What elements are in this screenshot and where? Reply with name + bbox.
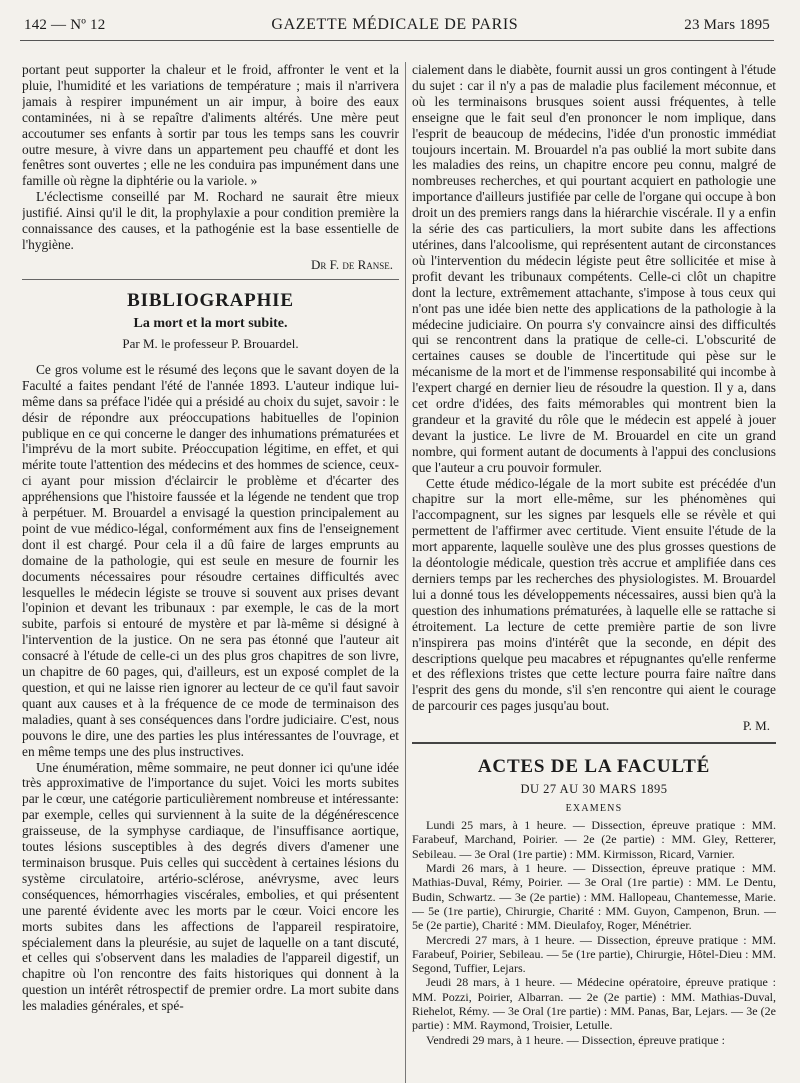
article-byline: Par M. le professeur P. Brouardel. bbox=[122, 335, 299, 351]
section-title: BIBLIOGRAPHIE bbox=[127, 289, 294, 311]
signature-text: Dr F. de Ranse. bbox=[311, 256, 393, 272]
actes-title: ACTES DE LA FACULTÉ bbox=[477, 756, 711, 778]
article-paragraph-3: cialement dans le diabète, fournit aussi un gros contingent à l'étude du sujet : car il n'y a pas de maladie plus facilement méconnue, et où les terminaisons brusques soient aussi fréquentes, à telle enseigne que le fait seul d'en prononcer le nom implique, dans l'esprit de beaucoup de médecins, l'idée d'un pronostic immédiat toujours incertain. M. Brouardel n'a pas oublié la mort subite dans les maladies des reins, un chapitre encore peu connu, malgré de nombreuses recherches, et qui pourtant acquiert en pathologie une importance d'ailleurs justifiée par celle de l'organe qui occupe à bon droit un des premiers rangs dans la hiérarchie viscérale. Il y a enfin la série des cas particuliers, la mort subite dans les affections utérines, dans l'alcoolisme, qui représentent autant de circonstances où l'intervention du médecin légiste peut être sollicitée et mise à profit devant les tribunaux compétents. Celle-ci clôt un chapitre dont la lecture, extrêmement attachante, s'impose à tous ceux qui n'ont pas une idée bien nette des applications de la pathologie à la médecine judiciaire. On pourra s'y convaincre ainsi des difficultés qui se rencontrent dans la pratique de celle-ci. L'obscurité de certaines causes se double de l'incertitude qui pèse sur le mécanisme de la mort et de l'immense responsabilité qui incombe à l'expert chargé en dernier lieu de résoudre la question. Il y a, dans cet ordre d'idées, des faits mémorables qui montrent bien la grandeur et la gravité du rôle que le médecin est appelé à jouer devant la justice. Le livre de M. Brouardel en cite un grand nombre, qui forment autant de documents à l'appui des conclusions que l'auteur a cru pouvoir formuler. bbox=[412, 62, 776, 475]
exam-entry: Mercredi 27 mars, à 1 heure. — Dissection, épreuve pratique : MM. Farabeuf, Poirier, Sebileau. — 5e (1re partie), Chirurgie, Hôtel-Dieu : MM. Segond, Tuffier, Lejars. bbox=[412, 932, 776, 976]
exam-entry: Mardi 26 mars, à 1 heure. — Dissection, épreuve pratique : MM. Mathias-Duval, Rémy, Poirier. — 3e Oral (1re partie) : MM. Le Dentu, Budin, Schwartz. — 3e (2e partie) : MM. Hallopeau, Chantemesse, Marie. — 5e (1re partie), Chirurgie, Charité : MM. Guyon, Campenon, Brun. — 5e (2e partie), Charité : MM. Dieulafoy, Roger, Ménétrier. bbox=[412, 861, 776, 933]
column-divider bbox=[405, 62, 406, 1083]
continued-paragraph: portant peut supporter la chaleur et le froid, affronter le vent et la pluie, l'humidité et les variations de température ; mais il n'arrivera jamais à respirer impunément un air impur, à boire des eaux contaminées, ni à se repaître d'aliments altérés. Une mère peut accoutumer ses enfants à sortir par tous les temps sans les couvrir outre mesure, à vivre dans un appartement peu chauffé et dont les fenêtres sont ouvertes ; elle ne les conduira pas impunément dans une famille où règne la diphtérie ou la variole. » bbox=[22, 62, 399, 189]
article-signature: P. M. bbox=[742, 718, 770, 734]
journal-title: GAZETTE MÉDICALE DE PARIS bbox=[271, 16, 519, 33]
header-rule bbox=[20, 40, 774, 41]
exam-entry: Jeudi 28 mars, à 1 heure. — Médecine opératoire, épreuve pratique : MM. Pozzi, Poirier, Albarran. — 2e (2e partie) : MM. Mathias-Duval, Riehelot, Rémy. — 3e Oral (1re partie) : MM. Panas, Bar, Lejars. — 3e (2e partie) : MM. Raymond, Troisier, Letulle. bbox=[412, 975, 776, 1033]
issue-date: 23 Mars 1895 bbox=[684, 17, 770, 33]
right-column bbox=[412, 62, 776, 1083]
actes-dates: DU 27 AU 30 MARS 1895 bbox=[520, 782, 668, 797]
article-paragraph-1: Ce gros volume est le résumé des leçons que le savant doyen de la Faculté a faites pendant l'été de l'année 1893. L'auteur indique lui-même dans sa préface l'idée qui a présidé au choix du sujet, savoir : le désir de répondre aux préoccupations habituelles de l'opinion publique en ce qui concerne le danger des inhumations prématurées et l'imprévu de la mort subite. Préoccupation légitime, en effet, et qui mérite toute l'attention des médecins et des hommes de science, ceux-ci ayant pour mission d'éclaircir le problème et d'écarter des appréhensions que l'histoire faussée et la légende ne tendent que trop à perpétuer. M. Brouardel a envisagé la question principalement au point de vue médico-légal, conformément aux fins de l'enseignement dont il est chargé. Pour cela il a dû faire de larges emprunts au domaine de la pathologie, qui est seule en mesure de fournir les documents nécessaires pour résoudre certaines difficultés avec lesquelles le médecin légiste se trouve si souvent aux prises devant l'opinion et devant les tribunaux : par exemple, le cas de la mort subite, parfois si entouré de mystère et par là-même si désigné à l'intervention de la justice. On ne sera pas étonné que l'auteur ait consacré à l'étude de celle-ci un des plus gros chapitres de son livre, un chapitre de 60 pages, qui, d'ailleurs, est un exposé complet de la question, et qui ne laisse rien ignorer au lecteur de ce qu'il faut savoir quant aux causes et à la fréquence de ce mode de terminaison des maladies, quant à ses conséquences dans l'ordre judiciaire. C'est, nous pouvons le dire, une des parties les plus intéressantes de l'ouvrage, et en même temps une des plus instructives. bbox=[22, 361, 399, 759]
page-number: 142 — Nº 12 bbox=[24, 17, 106, 33]
section-divider bbox=[22, 279, 399, 280]
article-paragraph-4: Cette étude médico-légale de la mort subite est précédée d'un chapitre sur la mort elle-même, sur les phénomènes qui l'accompagnent, sur les signes par lesquels elle se révèle et qui permettent de l'affirmer avec certitude. Vient ensuite l'étude de la mort apparente, laquelle soulève une des plus grosses questions de la déontologie médicale, question très accrue et amplifiée dans ces derniers temps par les recherches des physiologistes. M. Brouardel lui a donné tous les développements nécessaires, aussi bien qu'à la question des inhumations prématurées, à laquelle elle se rattache si étroitement. La lecture de cette première partie de son livre n'inspirera pas moins d'intérêt que la seconde, en dépit des descriptions quelque peu macabres et répugnantes qu'elle renferme et des réflexions tristes que cette lecture pourra faire naître dans l'esprit des gens du monde, s'il s'en rencontre qui aient le courage de parcourir ces pages jusqu'au bout. bbox=[412, 475, 776, 714]
author-signature bbox=[22, 257, 393, 273]
running-header bbox=[24, 16, 770, 36]
examens-label: EXAMENS bbox=[565, 803, 623, 815]
left-column bbox=[22, 62, 399, 1083]
eclectisme-paragraph: L'éclectisme conseillé par M. Rochard ne saurait être mieux justifié. Ainsi qu'il le dit, la prophylaxie a pour condition première la connaissance des causes, et la pathogénie est la base essentielle de l'hygiène. bbox=[22, 189, 399, 252]
article-paragraph-2: Une énumération, même sommaire, ne peut donner ici qu'une idée très approximative de l'importance du sujet. Voici les morts subites par le cœur, une catégorie particulièrement nombreuse et intéressante: par exemple, celles qui surviennent à la suite de la dégénérescence graisseuse, de la symphyse cardiaque, de l'insuffisance aortique, toutes lésions susceptibles à des degrés divers d'amener une terminaison brusque. Puis celles qui succèdent à certaines lésions du système circulatoire, artério-sclérose, anévrysme, avec leurs conséquences, hémorrhagies viscérales, embolies, et qui présentent une parenté évidente avec les morts par le cœur. Voici encore les morts subites dans les affections de l'appareil respiratoire, spécialement dans la pleurésie, au sujet de laquelle on a tant discuté, et celles qui s'observent dans les maladies de l'appareil digestif, un chapitre où l'on rencontre des faits historiques qui donnent à la question un intérêt rétrospectif de premier ordre. La mort subite dans les maladies générales, et spé- bbox=[22, 759, 399, 1014]
exam-entry: Vendredi 29 mars, à 1 heure. — Dissection, épreuve pratique : bbox=[426, 1032, 725, 1047]
section-divider-actes bbox=[412, 742, 776, 744]
article-subtitle: La mort et la mort subite. bbox=[133, 315, 288, 331]
exam-entry: Lundi 25 mars, à 1 heure. — Dissection, épreuve pratique : MM. Farabeuf, Marchand, Poirier. — 2e (2e partie) : MM. Gley, Retterer, Sebileau. — 3e Oral (1re partie) : MM. Kirmisson, Ricard, Varnier. bbox=[412, 818, 776, 861]
